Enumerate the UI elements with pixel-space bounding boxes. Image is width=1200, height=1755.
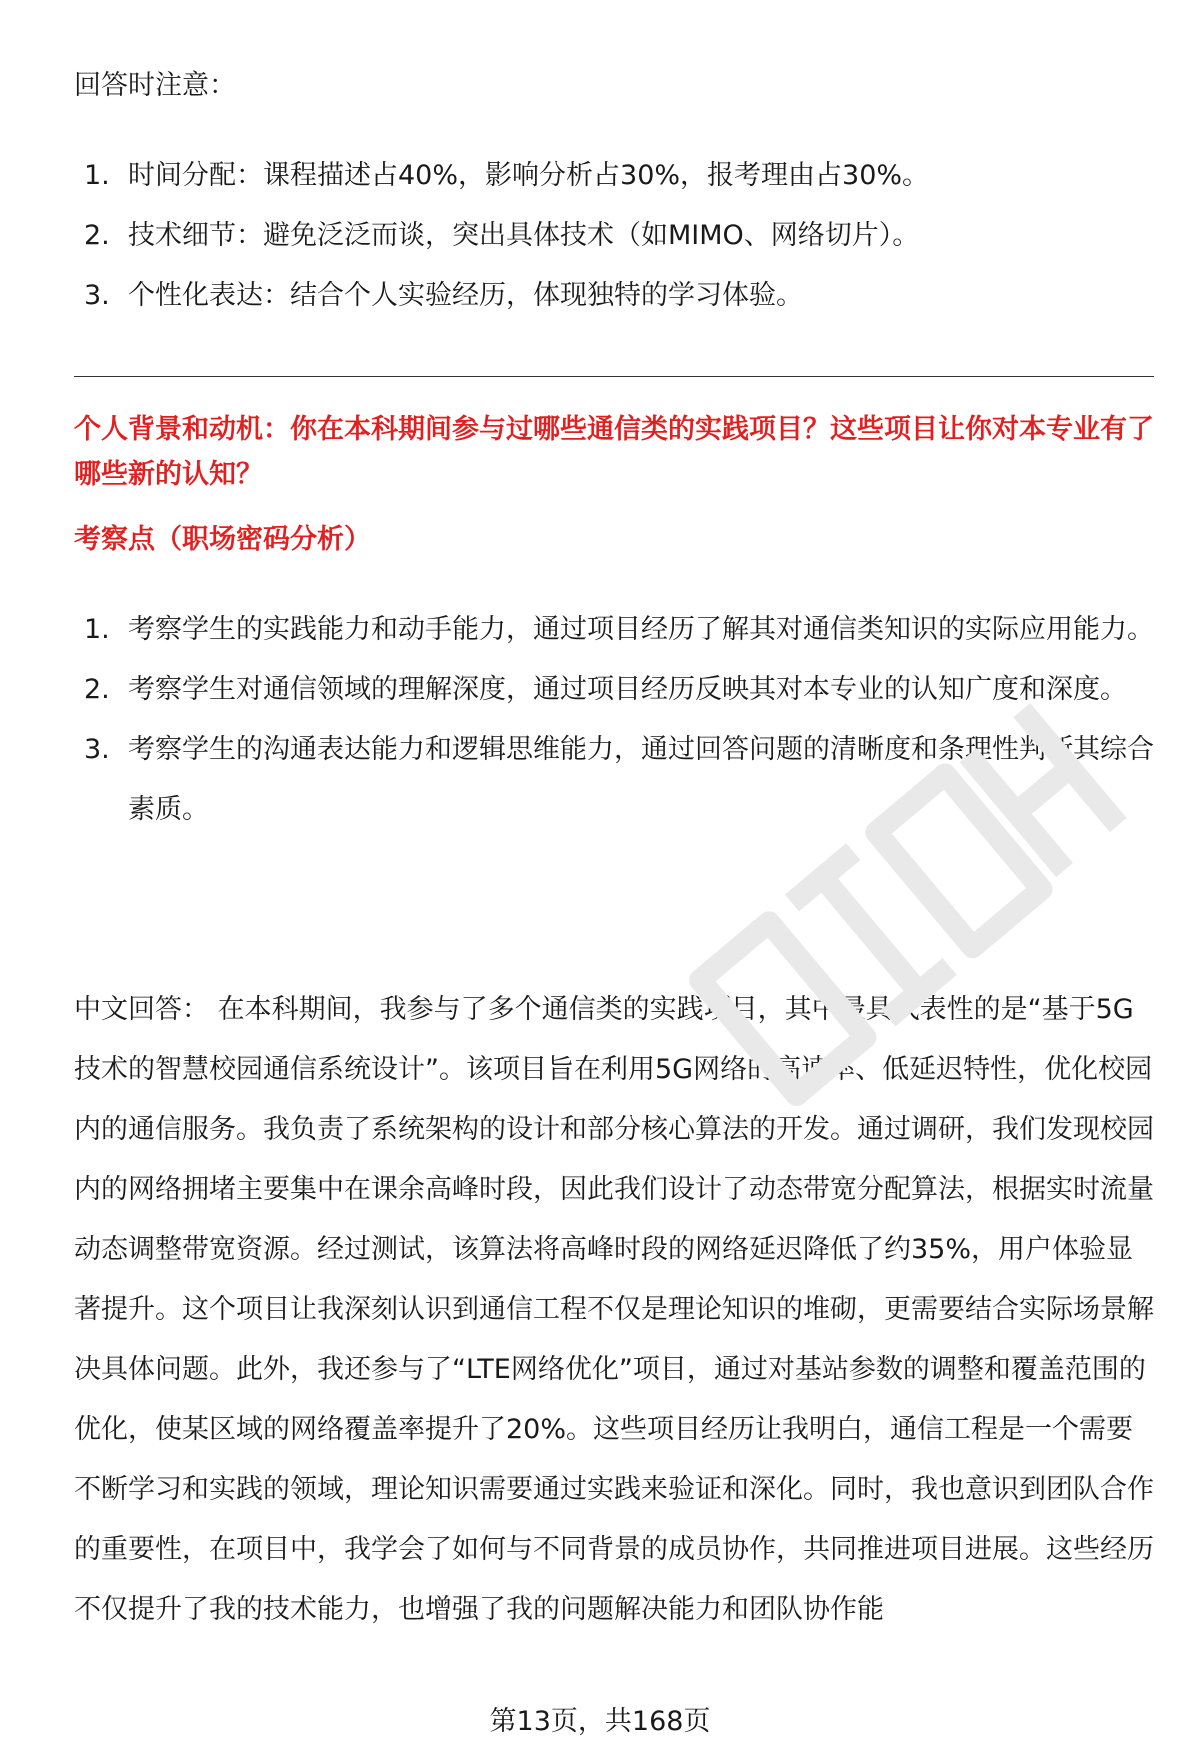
list-item-text: 个性化表达：结合个人实验经历，体现独特的学习体验。 (128, 280, 803, 311)
list-item-text: 考察学生对通信领域的理解深度，通过项目经历反映其对本专业的认知广度和深度。 (128, 674, 1127, 705)
list-item-text: 时间分配：课程描述占40%，影响分析占30%，报考理由占30%。 (128, 160, 930, 191)
list-number: 1. (84, 614, 110, 645)
list-item (74, 156, 1154, 216)
list-item (74, 276, 1154, 336)
list-item (74, 600, 1154, 660)
section-divider (74, 376, 1154, 377)
list-number: 1. (84, 160, 110, 191)
answer-paragraph: 中文回答： 在本科期间，我参与了多个通信类的实践项目，其中最具代表性的是“基于5G技术的智慧校园通信系统设计”。该项目旨在利用5G网络的高速率、低延迟特性，优化校园内的通信服务。我负责了系统架构的设计和部分核心算法的开发。通过调研，我们发现校园内的网络拥堵主要集中在课余高峰时段，因此我们设计了动态带宽分配算法，根据实时流量动态调整带宽资源。经过测试，该算法将高峰时段的网络延迟降低了约35%，用户体验显著提升。这个项目让我深刻认识到通信工程不仅是理论知识的堆砌，更需要结合实际场景解决具体问题。此外，我还参与了“LTE网络优化”项目，通过对基站参数的调整和覆盖范围的优化，使某区域的网络覆盖率提升了20%。这些项目经历让我明白，通信工程是一个需要不断学习和实践的领域，理论知识需要通过实践来验证和深化。同时，我也意识到团队合作的重要性，在项目中，我学会了如何与不同背景的成员协作，共同推进项目进展。这些经历不仅提升了我的技术能力，也增强了我的问题解决能力和团队协作能 (74, 994, 1154, 1625)
intro-text: 回答时注意： (74, 70, 236, 101)
list-item (74, 216, 1154, 276)
list-item (74, 660, 1154, 720)
list-item-text: 技术细节：避免泛泛而谈，突出具体技术（如MIMO、网络切片）。 (128, 220, 920, 251)
list-number: 2. (84, 220, 110, 251)
list-item-text: 考察学生的实践能力和动手能力，通过项目经历了解其对通信类知识的实际应用能力。 (128, 614, 1154, 645)
list-item-text: 考察学生的沟通表达能力和逻辑思维能力，通过回答问题的清晰度和条理性判断其综合素质。 (128, 734, 1154, 825)
assessment-heading: 考察点（职场密码分析） (74, 524, 371, 555)
list-item (74, 720, 1154, 840)
list-number: 3. (84, 734, 110, 765)
list-number: 3. (84, 280, 110, 311)
list-number: 2. (84, 674, 110, 705)
tips-list (74, 156, 1154, 336)
assessment-list (74, 600, 1154, 840)
question-heading: 个人背景和动机：你在本科期间参与过哪些通信类的实践项目？这些项目让你对本专业有了哪些新的认知？ (74, 414, 1154, 490)
page-footer: 第13页，共168页 (489, 1706, 711, 1737)
